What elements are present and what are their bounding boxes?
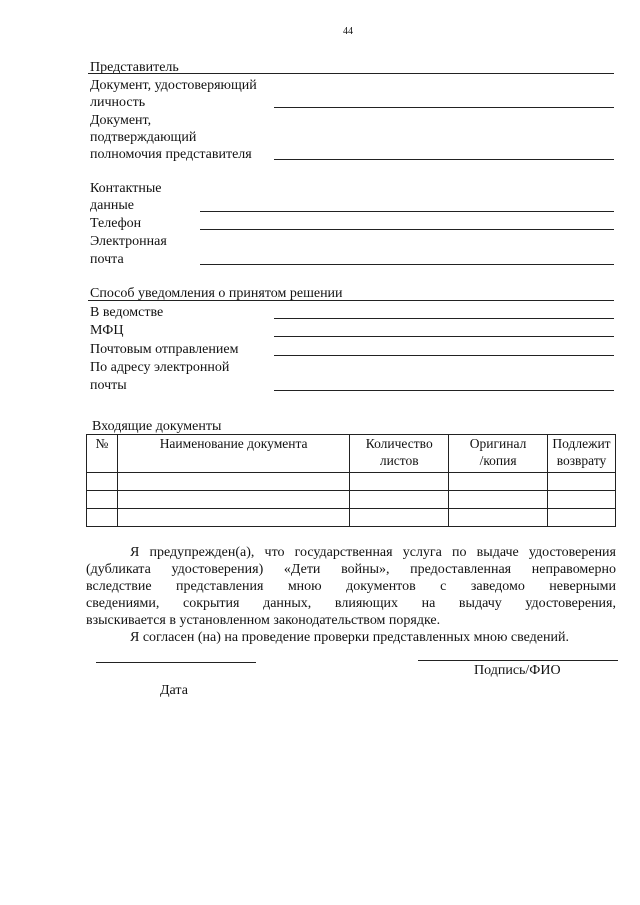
notification-option-email-line2: почты [90, 378, 127, 393]
table-row [87, 473, 616, 491]
phone-label: Телефон [90, 216, 142, 231]
consent-text: Я согласен (на) на проведение проверки представленных мною сведений. [130, 630, 569, 645]
authority-document-label-line2: подтверждающий [90, 130, 197, 145]
authority-document-label-line1: Документ, [90, 113, 152, 128]
email-label-line1: Электронная [90, 234, 167, 249]
warning-line-5: взыскивается в установленном законодательством порядке. [86, 613, 441, 628]
notification-option-post: Почтовым отправлением [90, 342, 239, 357]
table-cell[interactable] [548, 491, 616, 509]
table-cell[interactable] [117, 473, 349, 491]
table-row [87, 509, 616, 527]
table-cell[interactable] [87, 491, 118, 509]
date-field[interactable] [96, 662, 256, 663]
notification-post-field[interactable] [274, 355, 614, 356]
authority-document-field[interactable] [274, 159, 614, 160]
column-header-document-name: Наименование документа [117, 435, 349, 473]
column-header-sheet-count: Количество листов [350, 435, 449, 473]
table-cell[interactable] [548, 473, 616, 491]
notification-option-mfc: МФЦ [90, 323, 124, 338]
page-number: 44 [343, 26, 353, 37]
column-header-return: Подлежит возврату [548, 435, 616, 473]
notification-email-field[interactable] [274, 390, 614, 391]
contacts-label-line1: Контактные [90, 181, 162, 196]
warning-line-1: Я предупрежден(а), что государственная услуга по выдаче удостоверения [130, 545, 616, 560]
notification-title: Способ уведомления о принятом решении [90, 286, 343, 301]
table-row [87, 491, 616, 509]
notification-option-email-line1: По адресу электронной [90, 360, 230, 375]
warning-line-3: вследствие представления мною документов с заведомо неверными [86, 579, 616, 594]
id-document-field[interactable] [274, 107, 614, 108]
table-cell[interactable] [449, 491, 548, 509]
warning-line-4: сведениями, сокрытия данных, влияющих на выдачу удостоверения, [86, 596, 616, 611]
email-label-line2: почта [90, 252, 124, 267]
table-header-row [87, 435, 616, 473]
representative-title: Представитель [90, 60, 179, 75]
warning-line-2: (дубликата удостоверения) «Дети войны», предоставленная неправомерно [86, 562, 616, 577]
table-cell[interactable] [350, 473, 449, 491]
warning-paragraph [86, 544, 616, 629]
table-cell[interactable] [350, 491, 449, 509]
table-cell[interactable] [449, 473, 548, 491]
id-document-label-line1: Документ, удостоверяющий [90, 78, 257, 93]
date-label: Дата [160, 683, 188, 698]
signature-field[interactable] [418, 660, 618, 661]
signature-label: Подпись/ФИО [474, 663, 561, 678]
column-header-number: № [87, 435, 118, 473]
representative-title-underline [88, 73, 614, 74]
email-field[interactable] [200, 264, 614, 265]
id-document-label-line2: личность [90, 95, 146, 110]
authority-document-label-line3: полномочия представителя [90, 147, 252, 162]
column-header-original-copy: Оригинал /копия [449, 435, 548, 473]
incoming-documents-title: Входящие документы [92, 419, 222, 434]
table-cell[interactable] [117, 509, 349, 527]
contacts-field[interactable] [200, 211, 614, 212]
table-cell[interactable] [350, 509, 449, 527]
notification-option-agency: В ведомстве [90, 305, 164, 320]
table-cell[interactable] [449, 509, 548, 527]
phone-field[interactable] [200, 229, 614, 230]
incoming-documents-table [86, 434, 616, 527]
table-cell[interactable] [87, 509, 118, 527]
table-cell[interactable] [117, 491, 349, 509]
notification-mfc-field[interactable] [274, 336, 614, 337]
notification-title-underline [88, 300, 614, 301]
notification-agency-field[interactable] [274, 318, 614, 319]
table-cell[interactable] [548, 509, 616, 527]
contacts-label-line2: данные [90, 198, 134, 213]
table-cell[interactable] [87, 473, 118, 491]
